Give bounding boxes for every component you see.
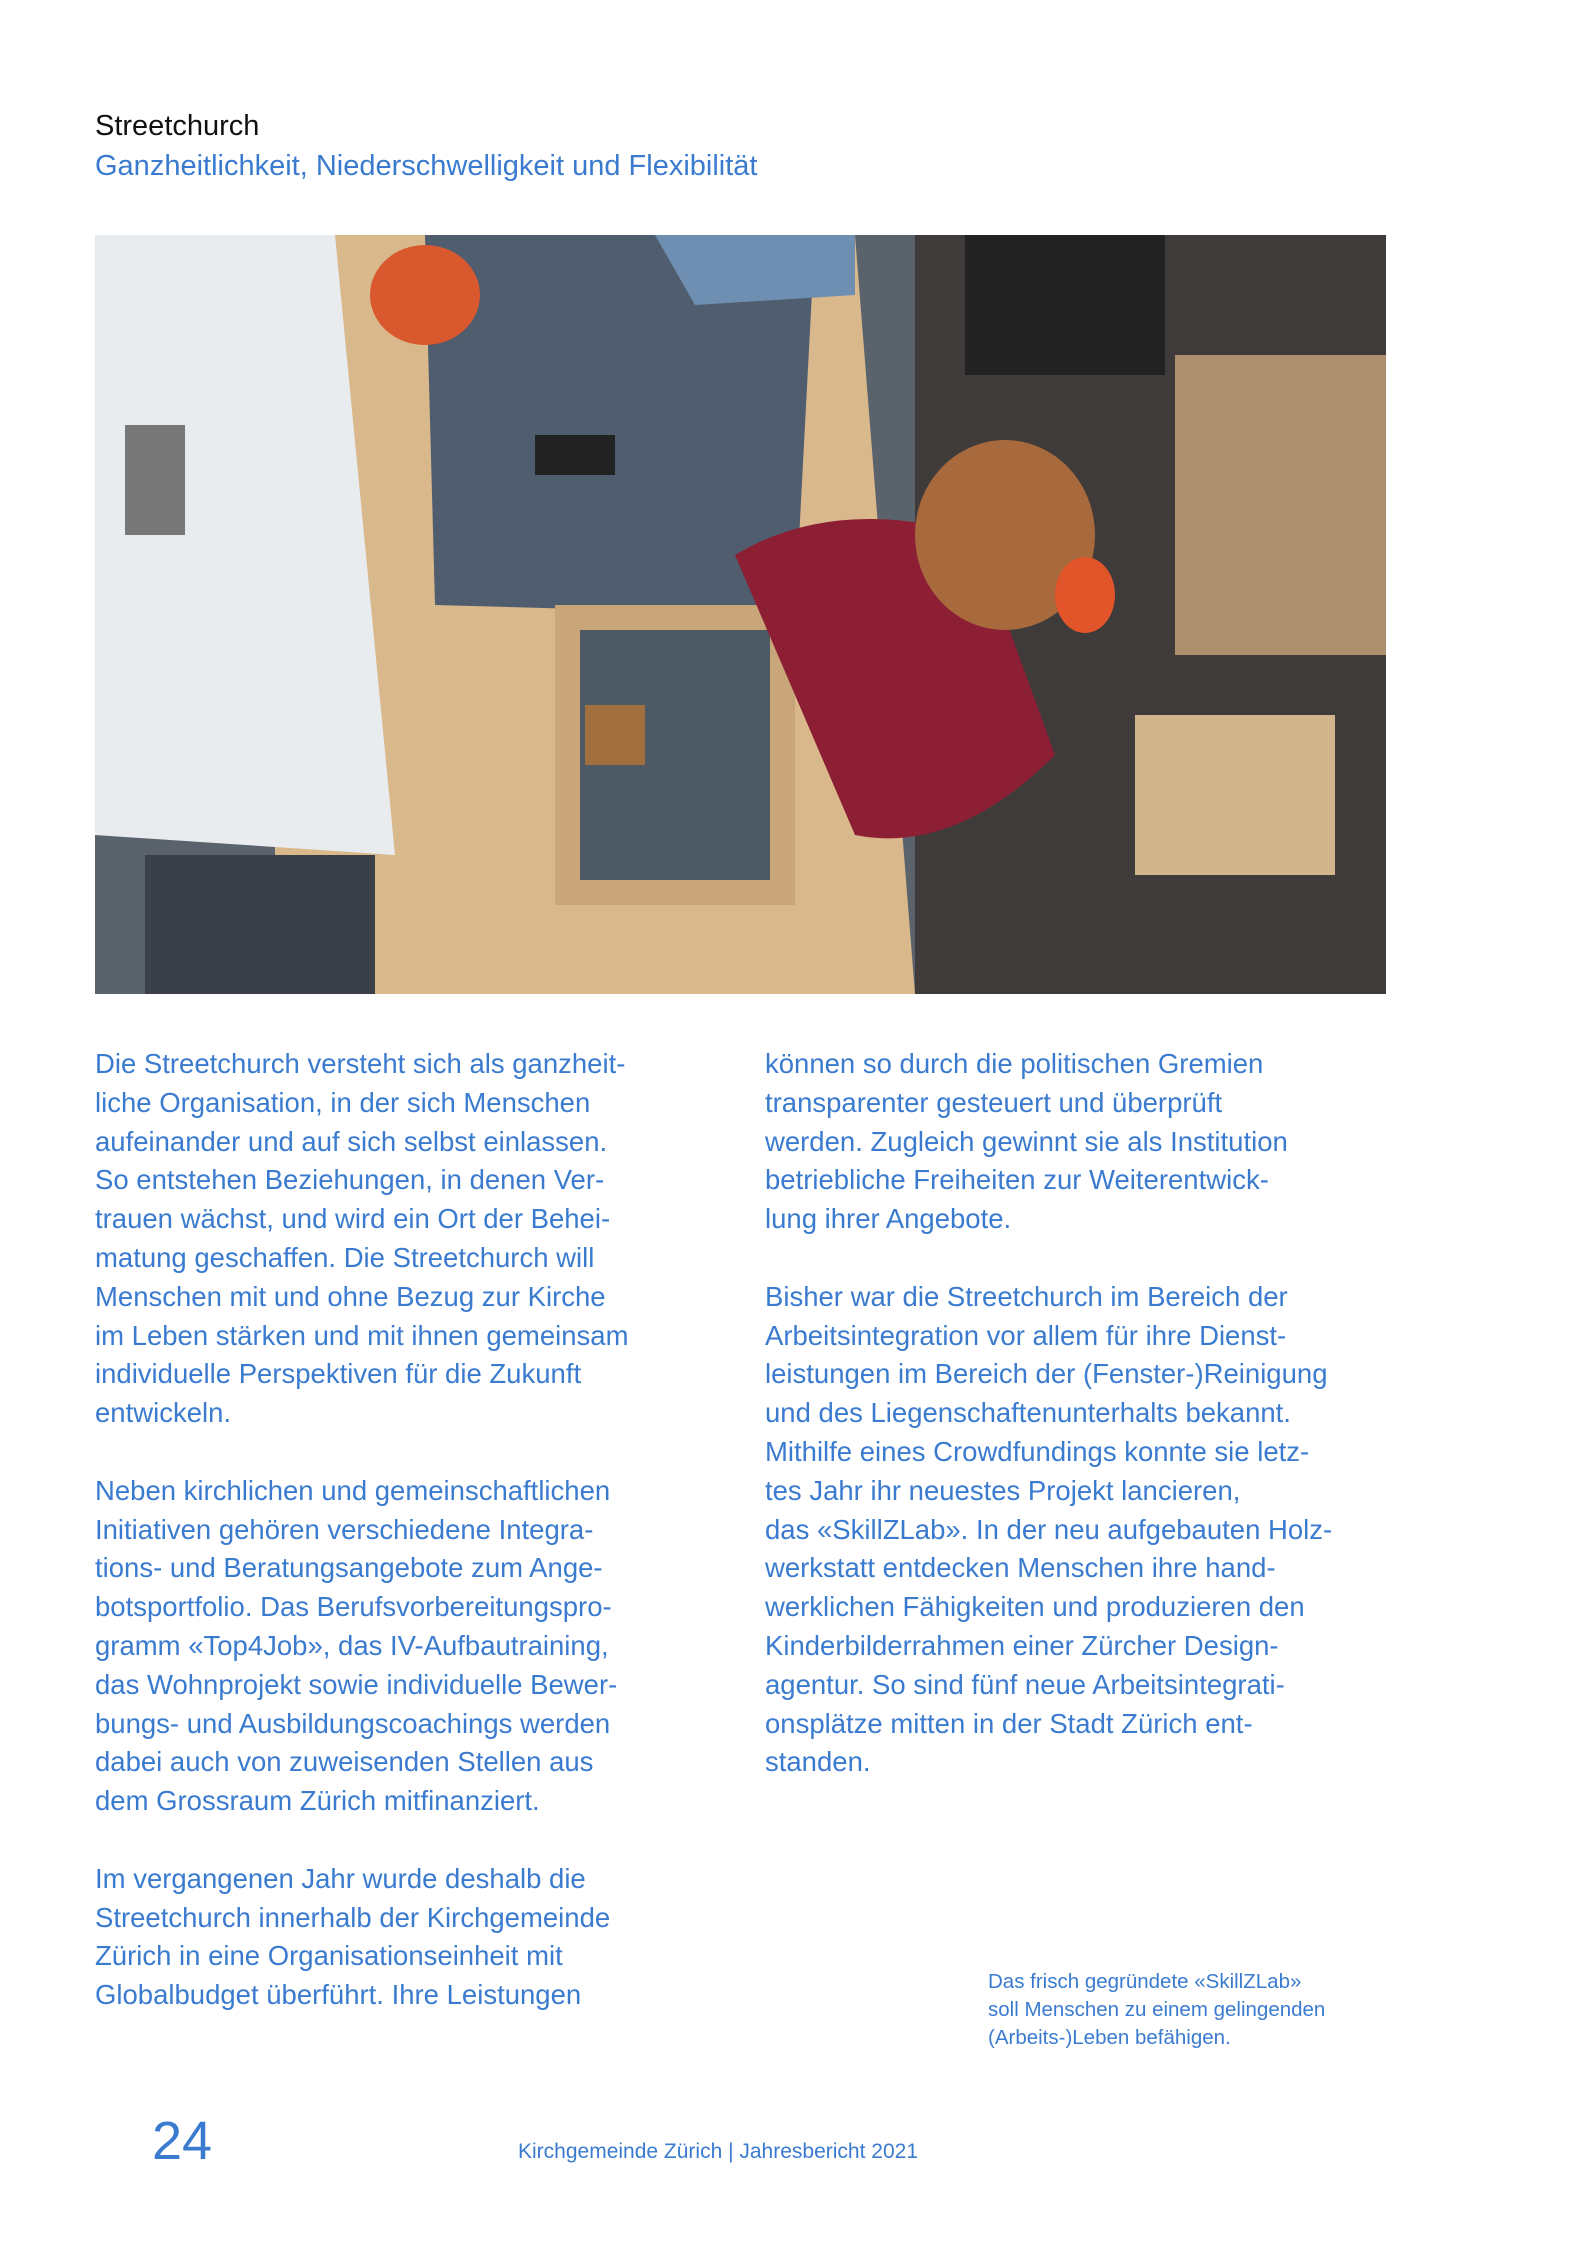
footer-text: Kirchgemeinde Zürich | Jahresbericht 2021: [518, 2140, 918, 2163]
photo-caption: Das frisch gegründete «SkillZLab» soll Menschen zu einem gelingenden (Arbeits-)Leben befähigen.: [988, 1970, 1326, 2049]
paragraph: Bisher war die Streetchurch im Bereich der Arbeitsintegration vor allem für ihre Dienst- leistungen im Bereich der (Fenster-)Reinigung und des Liegenschaftenunterhalts bekannt. Mithilfe eines Crowdfundings konnte sie letz- tes Jahr ihr neuestes Projekt lancieren, das «SkillZLab». In der neu aufgebauten Holz- werkstatt entdecken Menschen ihre hand- werklichen Fähigkeiten und produzieren den Kinderbilderrahmen einer Zürcher Design- agentur. So sind fünf neue Arbeitsintegrati- onsplätze mitten in der Stadt Zürich ent- standen.: [765, 1280, 1333, 1778]
left-column: [95, 1045, 735, 2054]
right-column: [765, 1045, 1405, 1821]
workshop-photo: [95, 235, 1386, 994]
paragraph: Neben kirchlichen und gemeinschaftlichen Initiativen gehören verschiedene Integra- tions- und Beratungsangebote zum Ange- botsportfolio. Das Berufsvorbereitungspro- gramm «Top4Job», das IV-Aufbautraining, das Wohnprojekt sowie individuelle Bewer- bungs- und Ausbildungscoachings werden dabei auch von zuweisenden Stellen aus dem Grossraum Zürich mitfinanziert.: [95, 1474, 618, 1817]
paragraph: Im vergangenen Jahr wurde deshalb die Streetchurch innerhalb der Kirchgemeinde Zürich in eine Organisationseinheit mit Globalbudget überführt. Ihre Leistungen: [95, 1862, 611, 2011]
workshop-photo-icon: [95, 235, 1386, 994]
section-title: Streetchurch: [95, 110, 260, 142]
section-subtitle: Ganzheitlichkeit, Niederschwelligkeit und Flexibilität: [95, 150, 758, 182]
paragraph: Die Streetchurch versteht sich als ganzheit- liche Organisation, in der sich Menschen aufeinander und auf sich selbst einlassen. So entstehen Beziehungen, in denen Ver- trauen wächst, und wird ein Ort der Behei- matung geschaffen. Die Streetchurch will Menschen mit und ohne Bezug zur Kirche im Leben stärken und mit ihnen gemeinsam individuelle Perspektiven für die Zukunft entwickeln.: [95, 1048, 629, 1429]
page-number: 24: [152, 2111, 213, 2171]
paragraph: können so durch die politischen Gremien transparenter gesteuert und überprüft werden. Zugleich gewinnt sie als Institution betriebliche Freiheiten zur Weiterentwick- lung ihrer Angebote.: [765, 1048, 1288, 1235]
